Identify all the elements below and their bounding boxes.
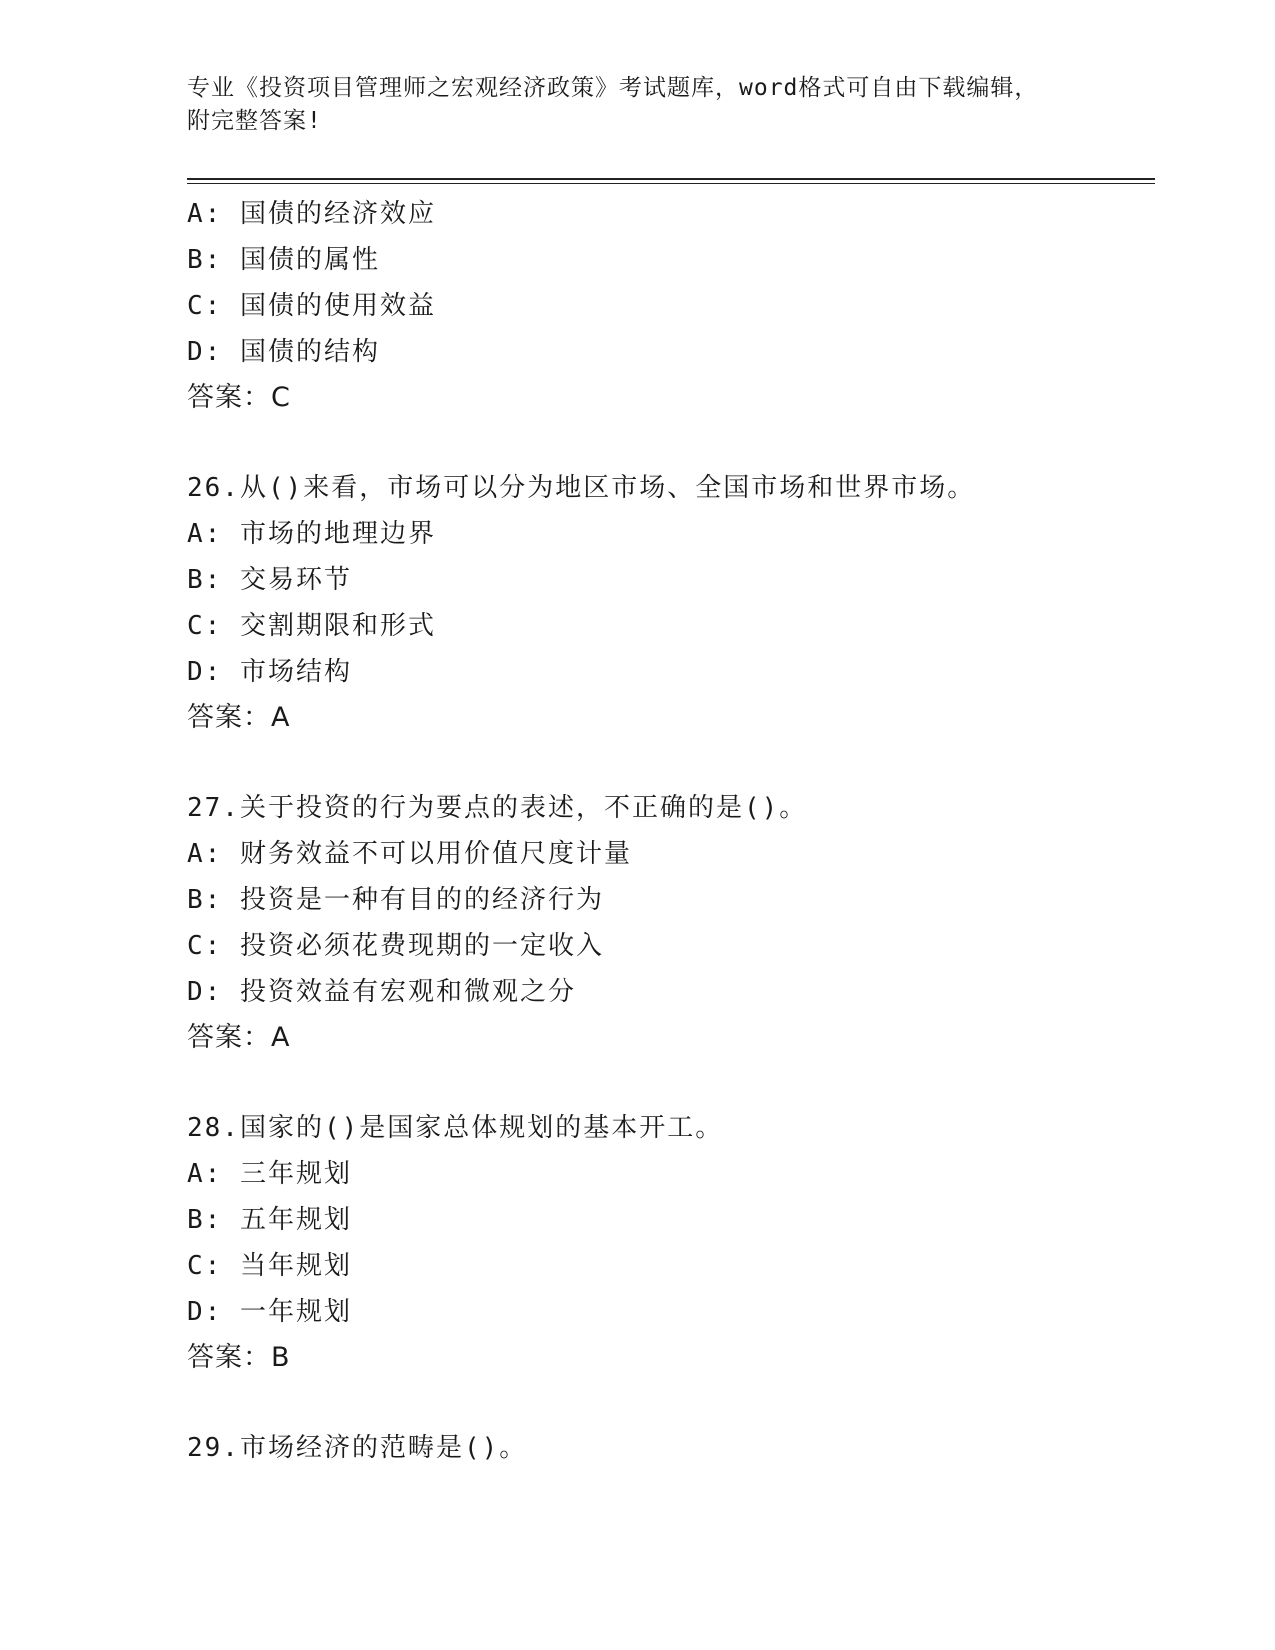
answer: 答案：B bbox=[187, 1342, 291, 1373]
question-25-continued bbox=[187, 191, 1147, 421]
header-divider-thin bbox=[187, 183, 1155, 184]
question-26 bbox=[187, 465, 1147, 741]
option-a: A: 三年规划 bbox=[187, 1159, 352, 1189]
header-line-2: 附完整答案! bbox=[187, 108, 322, 134]
answer: 答案：C bbox=[187, 382, 291, 413]
option-c: C: 投资必须花费现期的一定收入 bbox=[187, 931, 604, 961]
question-list bbox=[187, 191, 1147, 1471]
question-stem: 29.市场经济的范畴是()。 bbox=[187, 1433, 528, 1463]
option-c: C: 国债的使用效益 bbox=[187, 291, 436, 321]
question-27 bbox=[187, 785, 1147, 1061]
option-a: A: 国债的经济效应 bbox=[187, 199, 436, 229]
option-b: B: 五年规划 bbox=[187, 1205, 352, 1235]
option-a: A: 财务效益不可以用价值尺度计量 bbox=[187, 839, 632, 869]
option-d: D: 一年规划 bbox=[187, 1297, 352, 1327]
question-stem: 26.从()来看，市场可以分为地区市场、全国市场和世界市场。 bbox=[187, 473, 976, 503]
header-divider-thick bbox=[187, 178, 1155, 180]
header-line-1: 专业《投资项目管理师之宏观经济政策》考试题库，word格式可自由下载编辑， bbox=[187, 75, 1039, 101]
question-28 bbox=[187, 1105, 1147, 1381]
option-d: D: 投资效益有宏观和微观之分 bbox=[187, 977, 576, 1007]
question-29 bbox=[187, 1425, 1147, 1471]
option-c: C: 当年规划 bbox=[187, 1251, 352, 1281]
question-stem: 27.关于投资的行为要点的表述，不正确的是()。 bbox=[187, 793, 808, 823]
option-b: B: 投资是一种有目的的经济行为 bbox=[187, 885, 604, 915]
question-stem: 28.国家的()是国家总体规划的基本开工。 bbox=[187, 1113, 724, 1143]
option-d: D: 市场结构 bbox=[187, 657, 352, 687]
answer: 答案：A bbox=[187, 702, 291, 733]
option-a: A: 市场的地理边界 bbox=[187, 519, 436, 549]
option-d: D: 国债的结构 bbox=[187, 337, 380, 367]
option-b: B: 国债的属性 bbox=[187, 245, 380, 275]
document-header bbox=[187, 72, 1087, 138]
option-c: C: 交割期限和形式 bbox=[187, 611, 436, 641]
answer: 答案：A bbox=[187, 1022, 291, 1053]
option-b: B: 交易环节 bbox=[187, 565, 352, 595]
